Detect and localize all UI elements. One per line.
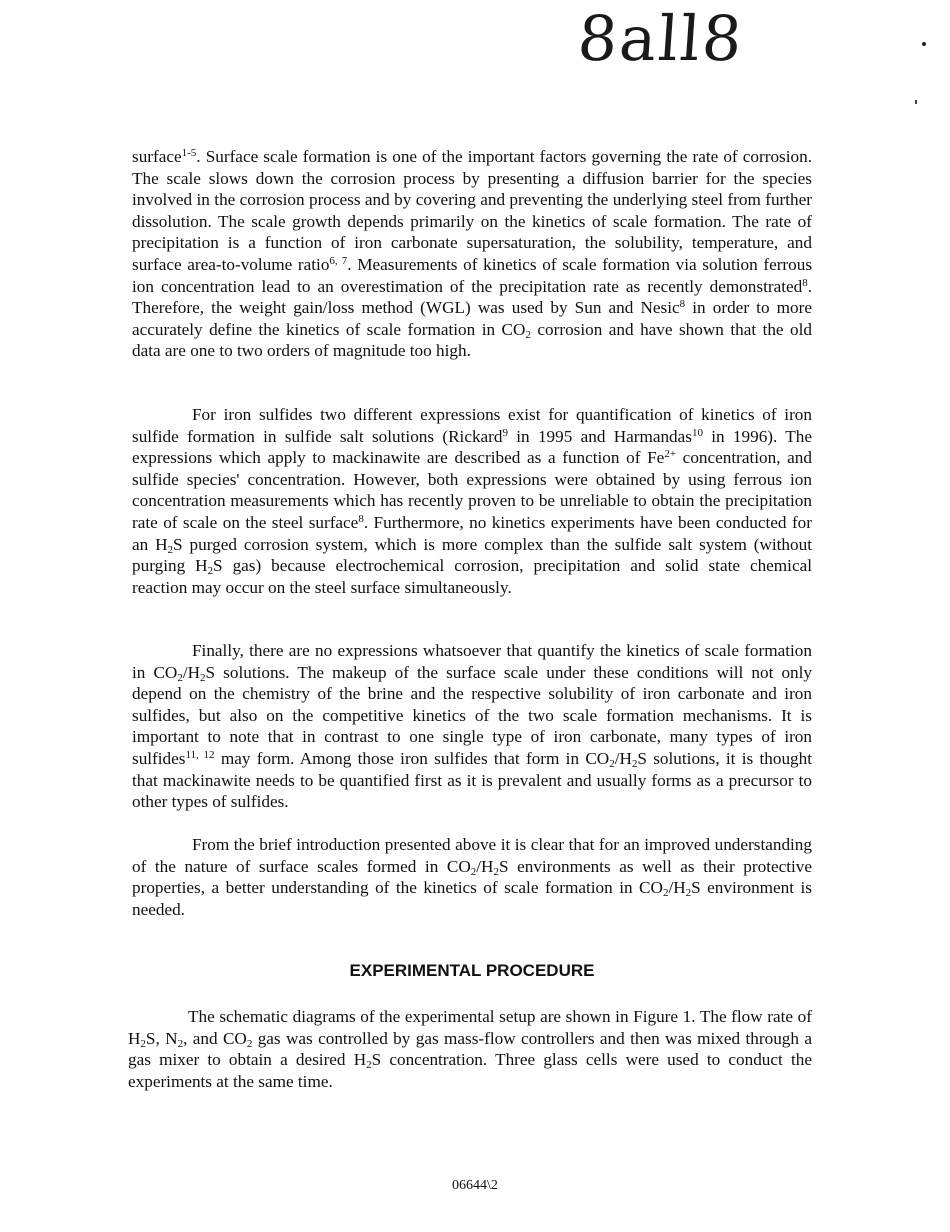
scan-mark — [915, 100, 917, 104]
paragraph-no-expressions: Finally, there are no expressions whatsoever that quantify the kinetics of scale formation in $CO_2/H_2S$ solutions. The makeup of the surface scale under these conditions will not only depend on the chemistry of the brine and the respective solubility of iron carbonate and iron sulfides, but also on the competitive kinetics of the two scale formation mechanisms. It is important to note that in contrast to one single type of iron carbonate, many types of iron sulfides$^{11, 12}$ may form. Among those iron sulfides that form in $CO_2/H_2S$ solutions, it is thought that mackinawite needs to be quantified first as it is prevalent and usually forms as a precursor to other types of sulfides. — [132, 641, 813, 812]
scan-mark — [922, 42, 926, 46]
paragraph-scale-formation: surface$^{1-5}$. Surface scale formation is one of the important factors governing the rate of corrosion. The scale slows down the corrosion process by presenting a diffusion barrier for the species involved in the corrosion process and by covering and preventing the underlying steel from further dissolution. The scale growth depends primarily on the kinetics of scale formation. The rate of precipitation is a function of iron carbonate supersaturation, the solubility, temperature, and surface area-to-volume ratio$^{6, 7}$. Measurements of kinetics of scale formation via solution ferrous ion concentration lead to an overestimation of the precipitation rate as recently demonstrated$^8$. Therefore, the weight gain/loss method (WGL) was used by Sun and Nesic$^8$ in order to more accurately define the kinetics of scale formation in $CO_2$ corrosion and have shown that the old data are one to two orders of magnitude too high. — [132, 147, 813, 361]
paragraph-conclusion: From the brief introduction presented above it is clear that for an improved understanding of the nature of surface scales formed in $CO_2/H_2S$ environments as well as their protective properties, a better understanding of the kinetics of scale formation in $CO_2/H_2S$ environment is needed. — [132, 835, 812, 919]
paragraph-experimental-setup: The schematic diagrams of the experimental setup are shown in Figure 1. The flow rate of $H_2S$, $N_2$, and $CO_2$ gas was controlled by gas mass-flow controllers and then was mixed through a gas mixer to obtain a desired $H_2S$ concentration. Three glass cells were used to conduct the experiments at the same time. — [128, 1007, 812, 1091]
section-heading: EXPERIMENTAL PROCEDURE — [349, 961, 595, 980]
paragraph-iron-sulfides: For iron sulfides two different expressions exist for quantification of kinetics of iron sulfide formation in sulfide salt solutions (Rickard$^9$ in 1995 and Harmandas$^{10}$ in 1996). The expressions which apply to mackinawite are described as a function of $Fe^{2+}$ concentration, and sulfide species' concentration. However, both expressions were obtained by using ferrous ion concentration measurements which has recently proven to be unreliable to obtain the precipitation rate of scale on the steel surface$^8$. Furthermore, no kinetics experiments have been conducted for an $H_2S$ purged corrosion system, which is more complex than the sulfide salt system (without purging $H_2S$ gas) because electrochemical corrosion, precipitation and solid state chemical reaction may occur on the steel surface simultaneously. — [132, 405, 812, 597]
handwritten-stamp: 8all8 — [575, 2, 747, 75]
page-footer: 06644\2 — [452, 1178, 498, 1193]
